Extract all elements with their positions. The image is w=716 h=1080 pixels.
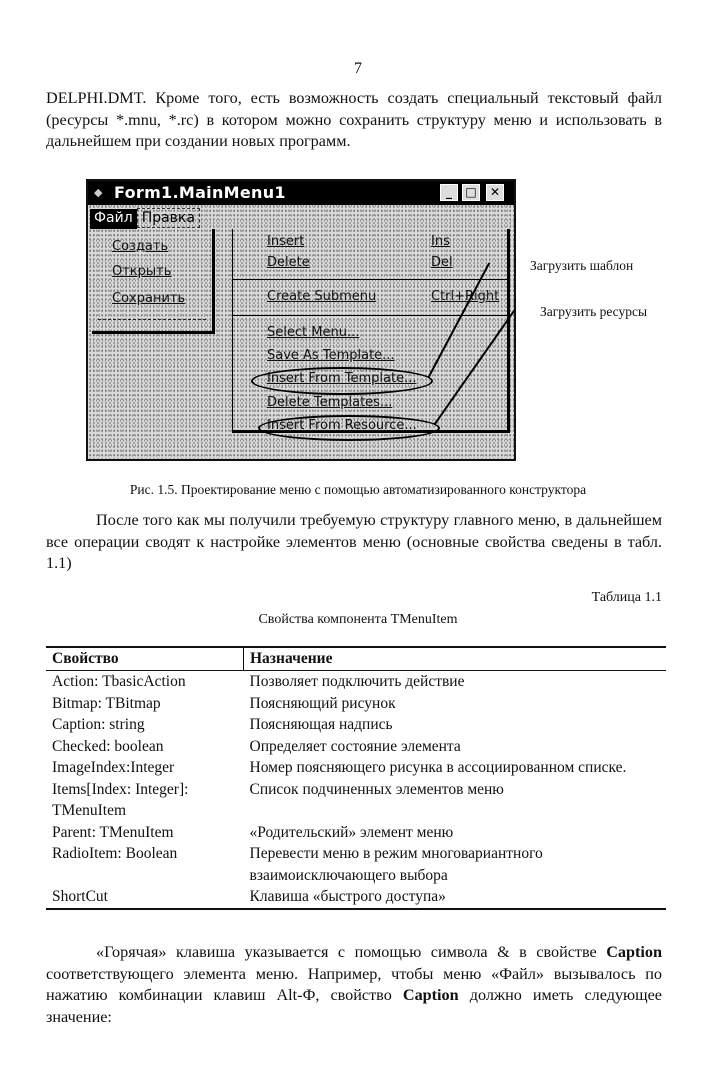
ctx-item-insert-from-resource: Insert From Resource... <box>267 418 417 433</box>
table-row <box>46 693 666 715</box>
cell-property: Caption: string <box>52 716 145 733</box>
cell-property: Bitmap: TBitmap <box>52 694 161 712</box>
cell-property: Action: TbasicAction <box>52 673 186 690</box>
ctx-shortcut-delete: Del <box>431 255 453 270</box>
ctx-item-create-submenu: Create Submenu <box>267 289 377 304</box>
table-header-row <box>46 647 666 671</box>
menu-edit: Правка <box>137 208 200 228</box>
callout-load-resources: Загрузить ресурсы <box>540 304 648 319</box>
table-row <box>46 843 666 886</box>
bold-term-caption: Caption <box>402 986 459 1004</box>
hotkey-paragraph <box>46 942 662 1028</box>
submenu-item-save: Сохранить <box>112 291 186 306</box>
ctx-separator <box>233 279 507 280</box>
cell-property: Parent: TMenuItem <box>52 823 174 841</box>
cell-purpose: «Родительский» элемент меню <box>249 823 454 841</box>
window-title: Form1.MainMenu1 <box>114 183 286 202</box>
paragraph-after-figure: После того как мы получили требуемую структуру главного меню, в дальнейшем все операции сводят к настройке элементов меню (основные свойства сведены в табл. 1.1) <box>46 511 662 572</box>
cell-purpose: Список подчиненных элементов меню <box>249 780 504 798</box>
ctx-item-save-as-template: Save As Template... <box>267 348 395 363</box>
table-row <box>46 779 666 822</box>
close-icon: ✕ <box>486 184 504 201</box>
submenu-separator <box>98 319 206 320</box>
page-number: 7 <box>354 60 362 77</box>
ctx-separator <box>233 315 507 316</box>
table-row <box>46 757 666 779</box>
submenu-item-open: Открыть <box>112 264 172 279</box>
table-row <box>46 822 666 844</box>
maximize-icon: □ <box>462 184 480 201</box>
cell-purpose: Клавиша «быстрого доступа» <box>244 886 667 909</box>
intro-paragraph: DELPHI.DMT. Кроме того, есть возможность создать специальный текстовый файл (ресурсы *.mnu, *.rc) в котором можно сохранить структуру меню и использовать в дальнейшем при создании новых программ. <box>46 89 662 150</box>
cell-property: ImageIndex:Integer <box>52 759 175 776</box>
cell-property: ShortCut <box>46 886 244 909</box>
menubar <box>90 207 200 229</box>
table-row <box>46 671 666 693</box>
ctx-item-insert: Insert <box>267 234 305 249</box>
ctx-item-delete: Delete <box>267 255 310 270</box>
cell-purpose: Перевести меню в режим многовариантного взаимоисключающего выбора <box>249 845 543 884</box>
header-property: Свойство <box>46 647 244 671</box>
cell-property: Items[Index: Integer]: TMenuItem <box>52 780 189 819</box>
ctx-item-insert-from-template: Insert From Template... <box>267 371 417 386</box>
table-title: Свойства компонента TMenuItem <box>258 612 458 627</box>
ctx-shortcut-insert: Ins <box>431 234 450 249</box>
callout-load-template: Загрузить шаблон <box>530 258 634 273</box>
menu-designer-screenshot <box>86 179 516 461</box>
menu-file: Файл <box>90 209 137 229</box>
cell-property: RadioItem: Boolean <box>52 845 178 862</box>
cell-purpose: Поясняющий рисунок <box>249 694 396 712</box>
text-run: соответствующего элемента меню. Например, чтобы меню «Файл» вызывалось по нажатию комбинации клавиш Alt-Ф, свойство <box>46 964 662 1004</box>
properties-table <box>46 646 666 910</box>
table-row <box>46 736 666 758</box>
designer-context-menu <box>232 229 510 433</box>
text-run: должно иметь следующее значение: <box>46 986 662 1026</box>
highlight-oval-resource <box>258 415 440 441</box>
table-label: Таблица 1.1 <box>591 590 662 605</box>
table-row <box>46 886 666 909</box>
window-system-icon: ◆ <box>94 186 103 199</box>
highlight-oval-template <box>251 367 433 395</box>
ctx-shortcut-create-submenu: Ctrl+Right <box>431 289 500 304</box>
text-run: «Горячая» клавиша указывается с помощью символа & в свойстве <box>96 943 607 961</box>
cell-purpose: Поясняющая надпись <box>249 716 393 733</box>
ctx-item-delete-templates: Delete Templates... <box>267 395 393 410</box>
file-submenu <box>92 229 215 334</box>
window-titlebar <box>88 181 514 205</box>
table-row <box>46 714 666 736</box>
minimize-icon: _ <box>440 184 458 201</box>
cell-purpose: Определяет состояние элемента <box>249 737 461 755</box>
submenu-item-create: Создать <box>112 239 169 254</box>
cell-purpose: Номер поясняющего рисунка в ассоциированном списке. <box>249 759 627 776</box>
ctx-item-select-menu: Select Menu... <box>267 325 360 340</box>
bold-term-caption: Caption <box>606 943 662 961</box>
figure-caption: Рис. 1.5. Проектирование меню с помощью автоматизированного конструктора <box>129 482 587 497</box>
cell-purpose: Позволяет подключить действие <box>249 673 465 690</box>
cell-property: Checked: boolean <box>52 737 164 755</box>
header-purpose: Назначение <box>244 647 667 671</box>
